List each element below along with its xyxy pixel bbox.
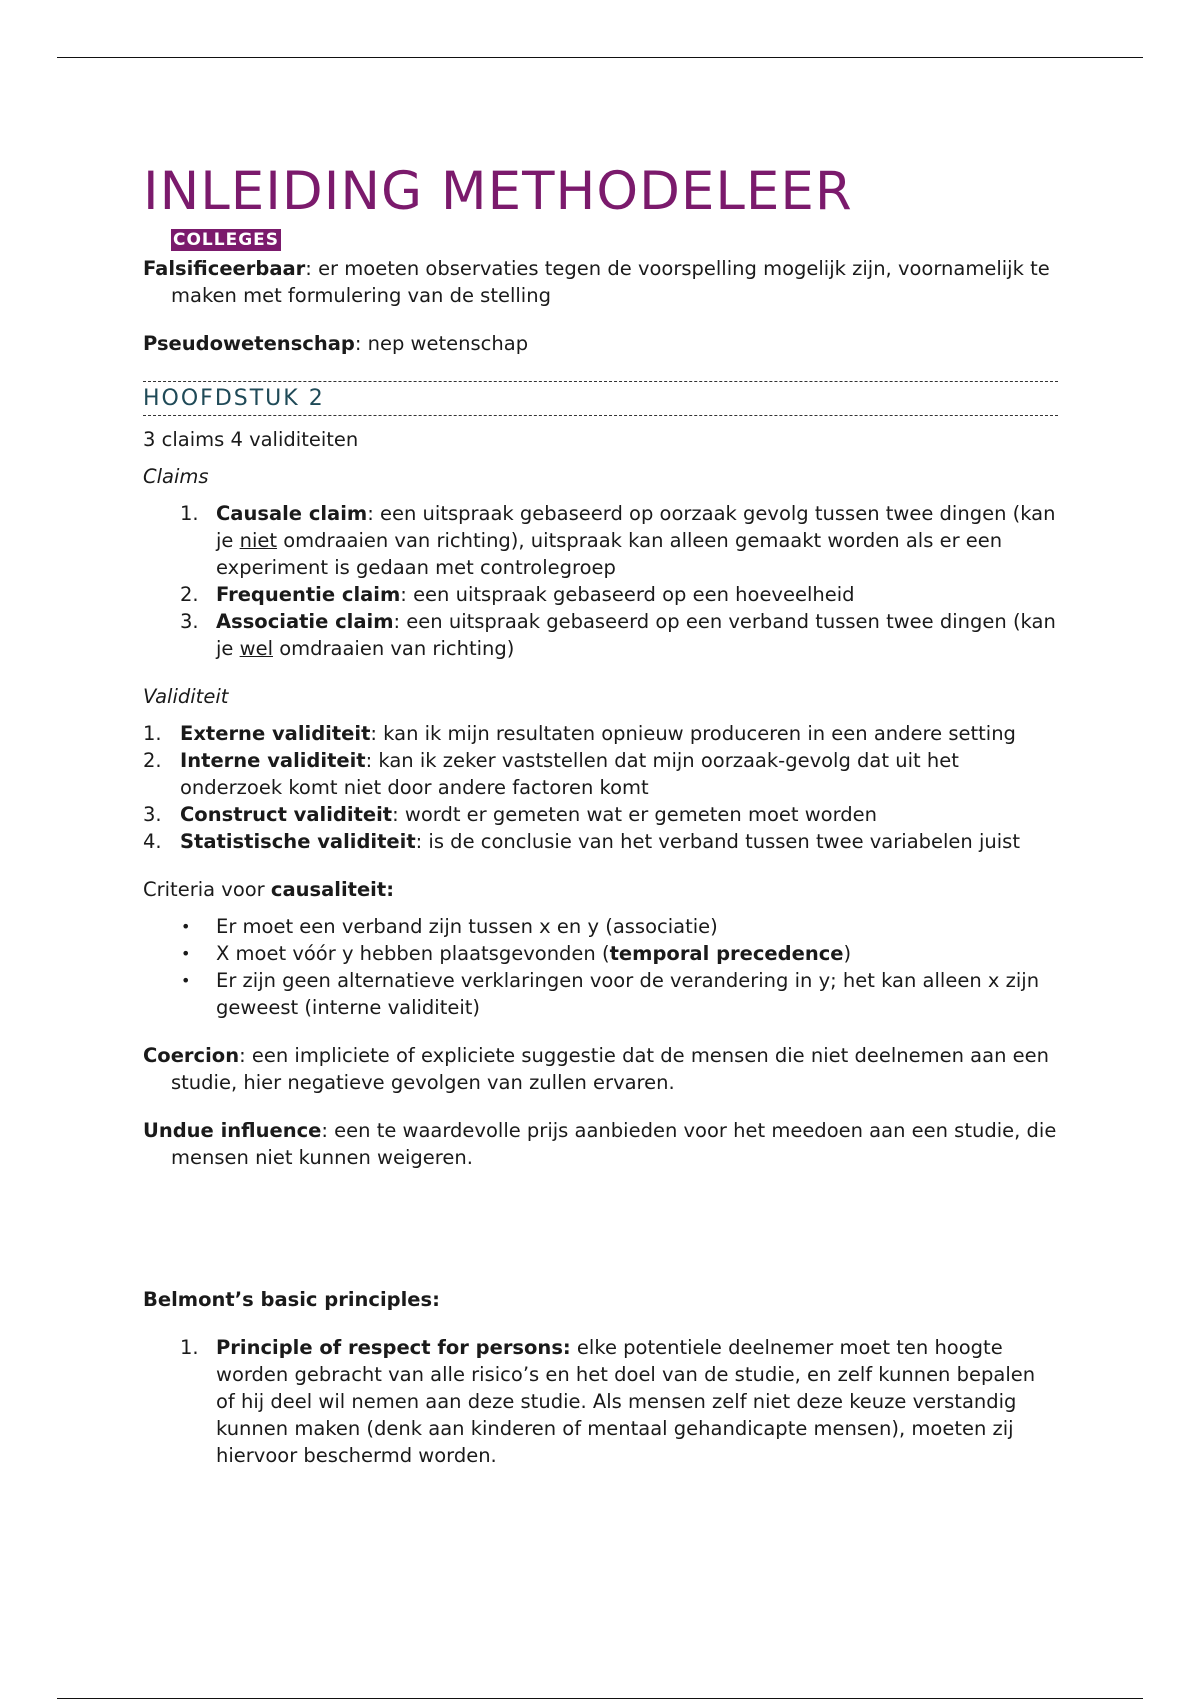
claim-text: : een uitspraak gebaseerd op een hoeveelheid xyxy=(400,583,855,606)
list-item xyxy=(143,967,1058,1021)
page-top-rule xyxy=(57,57,1143,58)
causality-label-bold: causaliteit: xyxy=(270,878,394,901)
principle-text: elke potentiele deelnemer moet ten hoogte worden gebracht van alle risico’s en het doel van de studie, en zelf kunnen bepalen of hij deel wil nemen aan deze studie. Als mensen zelf niet deze keuze verstandig kunnen maken (denk aan kinderen of mentaal gehandicapte mensen), moeten zij hiervoor beschermd worden. xyxy=(216,1336,1036,1467)
validity-term: Construct validiteit xyxy=(180,803,393,826)
definition-pseudowetenschap xyxy=(143,330,1058,357)
definition-term: Undue influence xyxy=(143,1119,322,1142)
definition-falsificeerbaar xyxy=(143,255,1058,309)
page-bottom-rule xyxy=(57,1698,1143,1699)
belmont-label xyxy=(143,1286,1058,1313)
principle-term: Principle of respect for persons: xyxy=(216,1336,571,1359)
definition-coercion xyxy=(143,1042,1058,1096)
list-number: 1. xyxy=(180,1336,199,1359)
list-item xyxy=(143,940,1058,967)
list-item xyxy=(143,1334,1058,1469)
document-body xyxy=(143,160,1058,1469)
list-item xyxy=(143,500,1058,581)
validity-term: Statistische validiteit xyxy=(180,830,416,853)
definition-text: : een impliciete of expliciete suggestie dat de mensen die niet deelnemen aan een studie, hier negatieve gevolgen van zullen ervaren. xyxy=(171,1044,1049,1094)
causality-label xyxy=(143,876,1058,903)
validity-text: : is de conclusie van het verband tussen twee variabelen juist xyxy=(415,830,1020,853)
list-number: 3. xyxy=(143,803,162,826)
list-item xyxy=(143,828,1058,855)
bullet-icon: • xyxy=(181,944,191,963)
validity-text: : wordt er gemeten wat er gemeten moet worden xyxy=(392,803,878,826)
chapter-heading: HOOFDSTUK 2 xyxy=(143,386,325,411)
list-item xyxy=(143,608,1058,662)
claim-term: Frequentie claim xyxy=(216,583,401,606)
claim-emphasis: wel xyxy=(239,637,273,660)
document-title: INLEIDING METHODELEER xyxy=(143,161,853,222)
list-number: 1. xyxy=(143,722,162,745)
chapter-heading-box xyxy=(143,381,1058,416)
document-subtitle: COLLEGES xyxy=(173,230,280,250)
criterion-text: Er moet een verband zijn tussen x en y (associatie) xyxy=(216,915,718,938)
claim-emphasis: niet xyxy=(239,529,278,552)
causality-list xyxy=(143,913,1058,1021)
list-item xyxy=(143,913,1058,940)
validity-term: Externe validiteit xyxy=(180,722,371,745)
list-number: 4. xyxy=(143,830,162,853)
claim-term: Associatie claim xyxy=(216,610,394,633)
definition-term: Coercion xyxy=(143,1044,240,1067)
causality-label-prefix: Criteria voor xyxy=(143,878,271,901)
definition-term: Falsificeerbaar xyxy=(143,257,306,280)
bullet-icon: • xyxy=(181,917,191,936)
bullet-icon: • xyxy=(181,971,191,990)
claims-label: Claims xyxy=(143,465,209,488)
list-item xyxy=(143,801,1058,828)
list-number: 2. xyxy=(180,583,199,606)
list-item xyxy=(143,581,1058,608)
criterion-text: X moet vóór y hebben plaatsgevonden ( xyxy=(216,942,610,965)
definition-text: : nep wetenschap xyxy=(354,332,529,355)
claims-list xyxy=(143,500,1058,662)
validity-label: Validiteit xyxy=(143,685,229,708)
claim-text: : een uitspraak gebaseerd op een verband tussen twee dingen (kan je xyxy=(216,610,1056,660)
criterion-text: Er zijn geen alternatieve verklaringen voor de verandering in y; het kan alleen x zijn geweest (interne validiteit) xyxy=(216,969,1040,1019)
criterion-text-tail: ) xyxy=(843,942,852,965)
claim-text-tail: omdraaien van richting) xyxy=(273,637,515,660)
claim-text: : een uitspraak gebaseerd op oorzaak gevolg tussen twee dingen (kan je xyxy=(216,502,1056,552)
validity-text: : kan ik zeker vaststellen dat mijn oorzaak-gevolg dat uit het onderzoek komt niet door andere factoren komt xyxy=(180,749,959,799)
definition-text: : een te waardevolle prijs aanbieden voor het meedoen aan een studie, die mensen niet kunnen weigeren. xyxy=(171,1119,1057,1169)
definition-text: : er moeten observaties tegen de voorspelling mogelijk zijn, voornamelijk te maken met formulering van de stelling xyxy=(171,257,1050,307)
claim-text-tail: omdraaien van richting), uitspraak kan alleen gemaakt worden als er een experiment is gedaan met controlegroep xyxy=(216,529,1003,579)
belmont-list xyxy=(143,1334,1058,1469)
validity-text: : kan ik mijn resultaten opnieuw produceren in een andere setting xyxy=(370,722,1016,745)
definition-term: Pseudowetenschap xyxy=(143,332,355,355)
list-number: 1. xyxy=(180,502,199,525)
validity-list xyxy=(143,720,1058,855)
list-item xyxy=(143,747,1058,801)
list-number: 3. xyxy=(180,610,199,633)
validity-term: Interne validiteit xyxy=(180,749,366,772)
chapter-intro: 3 claims 4 validiteiten xyxy=(143,428,359,451)
claim-term: Causale claim xyxy=(216,502,368,525)
belmont-label-text: Belmont’s basic principles: xyxy=(143,1288,440,1311)
criterion-bold: temporal precedence xyxy=(609,942,844,965)
list-number: 2. xyxy=(143,749,162,772)
definition-undue-influence xyxy=(143,1117,1058,1171)
subtitle-wrapper xyxy=(171,225,1058,255)
list-item xyxy=(143,720,1058,747)
